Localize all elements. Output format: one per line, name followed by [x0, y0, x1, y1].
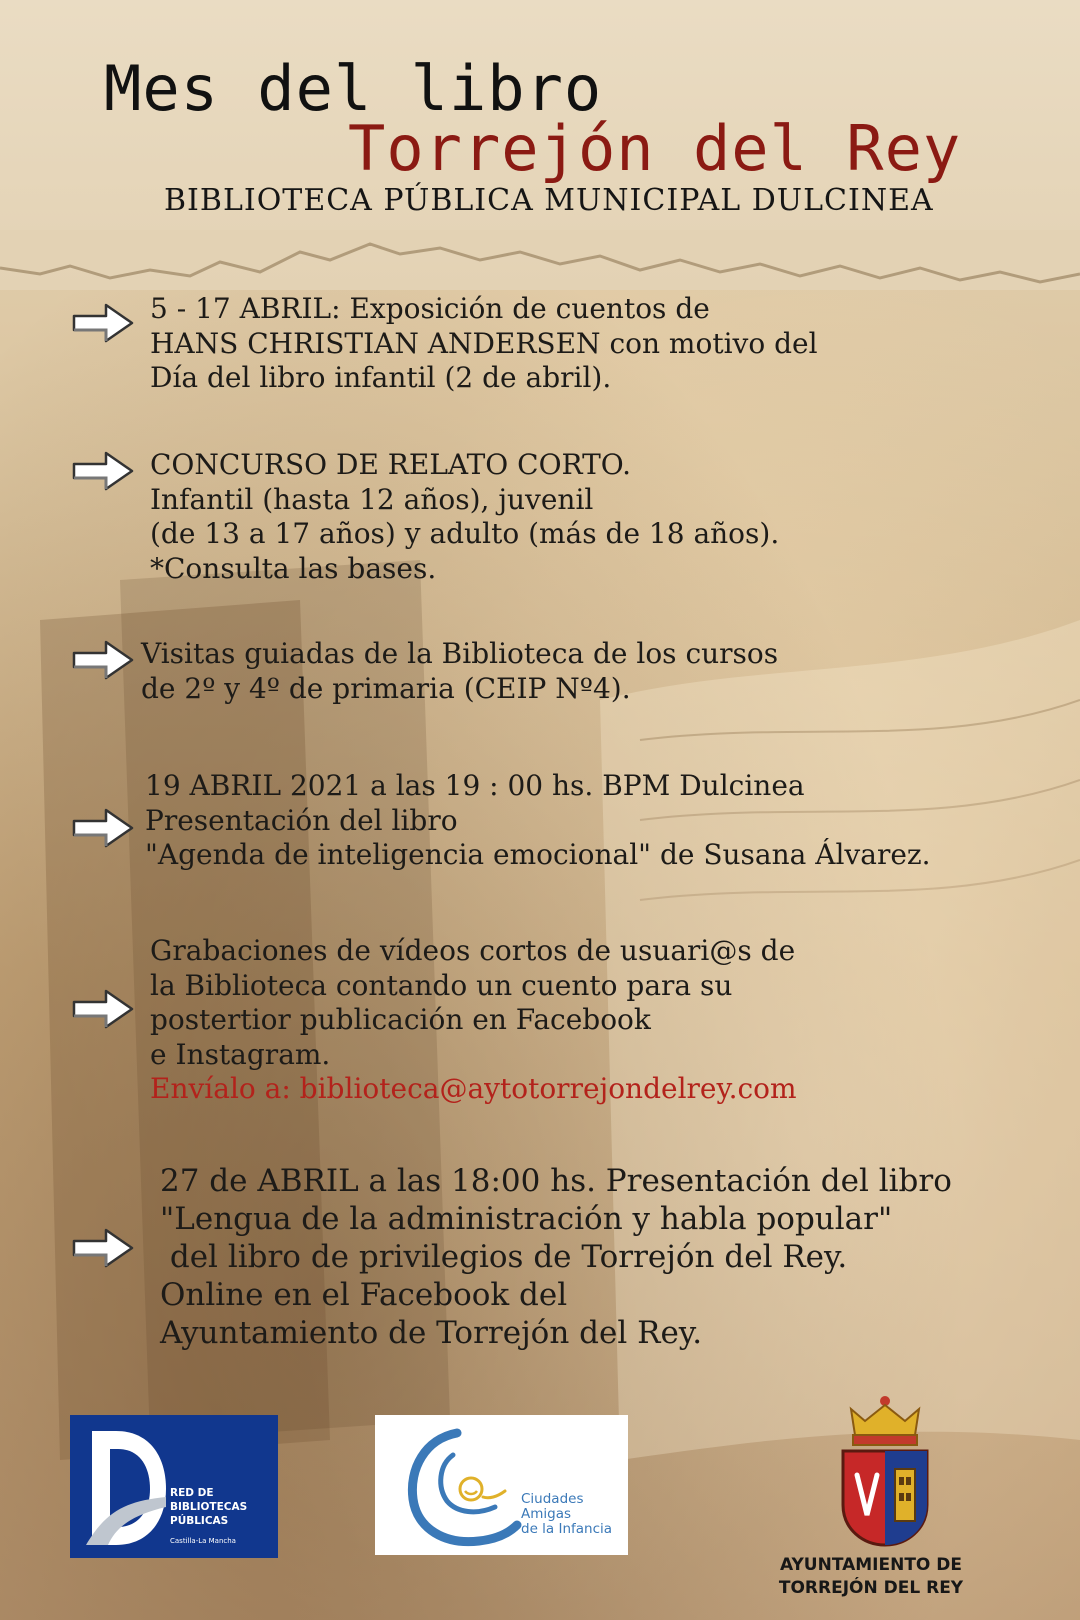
event-line: (de 13 a 17 años) y adulto (más de 18 años).: [150, 517, 780, 550]
arrow-right-icon: [70, 448, 136, 492]
event-line: de 2º y 4º de primaria (CEIP Nº4).: [141, 671, 631, 705]
event-line: CONCURSO DE RELATO CORTO.: [150, 448, 632, 481]
event-line: Infantil (hasta 12 años), juvenil: [150, 482, 594, 516]
event-line: postertior publicación en Facebook: [150, 1003, 651, 1036]
event-line: e Instagram.: [150, 1037, 331, 1071]
library-network-mark-icon: [86, 1431, 170, 1545]
logo-text: Amigas: [521, 1506, 572, 1522]
event-line: la Biblioteca contando un cuento para su: [150, 968, 733, 1002]
coat-of-arms-icon: [835, 1395, 935, 1547]
arrow-right-icon: [70, 986, 136, 1030]
event-line: del libro de privilegios de Torrejón del Rey.: [160, 1239, 848, 1275]
event-line: HANS CHRISTIAN ANDERSEN con motivo del: [150, 326, 818, 360]
logo-text: Ciudades: [521, 1491, 584, 1507]
logo-text: RED DE: [170, 1487, 214, 1499]
ayuntamiento-label: [760, 1554, 982, 1600]
arrow-right-icon: [70, 805, 136, 849]
event-line: Día del libro infantil (2 de abril).: [150, 361, 612, 394]
event-line: Online en el Facebook del: [160, 1277, 568, 1313]
event-line: 27 de ABRIL a las 18:00 hs. Presentación del libro: [160, 1163, 952, 1199]
email-contact-line: Envíalo a: biblioteca@aytotorrejondelrey.com: [150, 1072, 797, 1105]
logo-text: de la Infancia: [521, 1521, 613, 1537]
logo-text: BIBLIOTECAS: [170, 1501, 248, 1513]
ciudades-amigas-logo: [375, 1415, 628, 1555]
event-line: *Consulta las bases.: [150, 551, 437, 585]
arrow-right-icon: [70, 637, 136, 681]
event-line: Grabaciones de vídeos cortos de usuari@s de: [150, 934, 796, 967]
ciudades-amigas-mark-icon: [405, 1425, 525, 1550]
event-line: 19 ABRIL 2021 a las 19 : 00 hs. BPM Dulcinea: [145, 769, 805, 802]
arrow-right-icon: [70, 300, 136, 344]
event-line: Visitas guiadas de la Biblioteca de los cursos: [141, 637, 779, 670]
event-line: 5 - 17 ABRIL: Exposición de cuentos de: [150, 292, 710, 325]
ayuntamiento-line: TORREJÓN DEL REY: [778, 1578, 964, 1598]
arrow-right-icon: [70, 1225, 136, 1269]
title-mes-del-libro: Mes del libro: [104, 52, 603, 125]
ayuntamiento-line: AYUNTAMIENTO DE: [779, 1555, 963, 1575]
library-subtitle: BIBLIOTECA PÚBLICA MUNICIPAL DULCINEA: [164, 183, 934, 218]
logo-region: Castilla-La Mancha: [170, 1537, 236, 1545]
event-line: Ayuntamiento de Torrejón del Rey.: [160, 1315, 703, 1351]
event-line: "Agenda de inteligencia emocional" de Susana Álvarez.: [145, 838, 931, 871]
red-bibliotecas-logo: [70, 1415, 278, 1558]
event-line: Presentación del libro: [145, 803, 458, 837]
logo-text: PÚBLICAS: [170, 1515, 229, 1527]
title-torrejon-del-rey: Torrejón del Rey: [348, 112, 962, 185]
event-line: "Lengua de la administración y habla popular": [160, 1201, 893, 1237]
